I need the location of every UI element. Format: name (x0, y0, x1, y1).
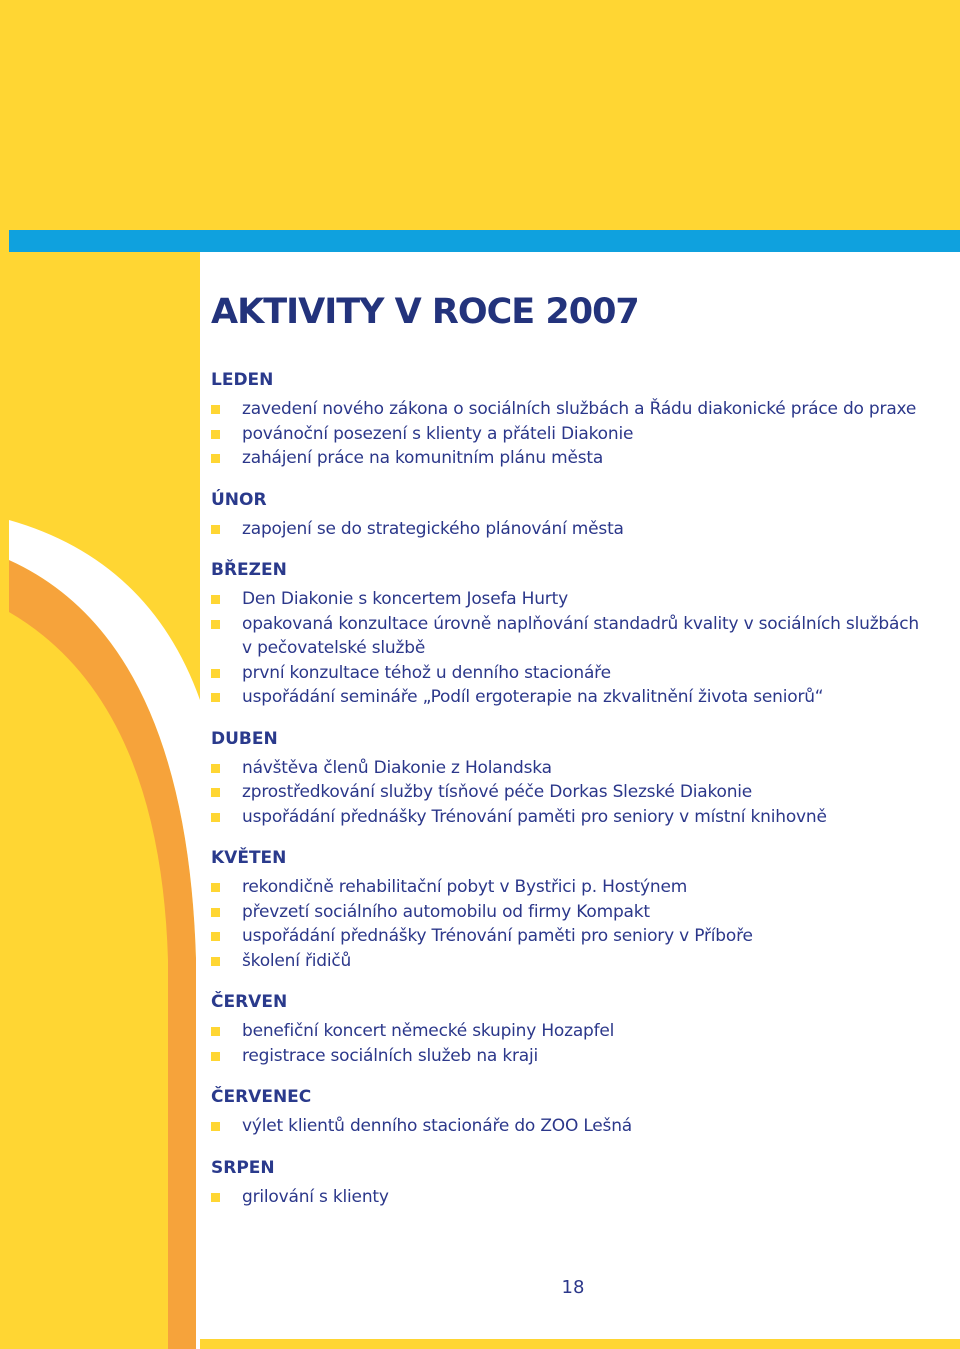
square-bullet-icon (211, 1027, 220, 1036)
square-bullet-icon (211, 1122, 220, 1131)
activity-item (211, 780, 931, 805)
activity-item (211, 612, 931, 661)
activity-text: rekondičně rehabilitační pobyt v Bystřici p. Hostýnem (242, 877, 688, 897)
month-heading: ČERVENEC (211, 1087, 312, 1107)
activity-item (211, 661, 931, 686)
activity-text: první konzultace téhož u denního stacionáře (242, 662, 611, 683)
square-bullet-icon (211, 1193, 220, 1202)
activity-list (211, 587, 931, 710)
month-heading: SRPEN (211, 1157, 275, 1178)
activity-text: zapojení se do strategického plánování města (242, 518, 624, 539)
activity-list (211, 397, 931, 471)
square-bullet-icon (211, 405, 220, 414)
activity-item (211, 756, 931, 781)
square-bullet-icon (211, 1052, 220, 1061)
activity-text: benefiční koncert německé skupiny Hozapfel (242, 1021, 615, 1041)
square-bullet-icon (211, 932, 220, 941)
square-bullet-icon (211, 788, 220, 797)
activity-text: uspořádání přednášky Trénování paměti pro seniory v místní knihovně (242, 806, 827, 827)
activity-item (211, 685, 931, 710)
activity-text: zahájení práce na komunitním plánu města (242, 448, 604, 468)
activity-item (211, 900, 931, 925)
activity-item (211, 517, 931, 542)
activity-list (211, 1114, 931, 1139)
activity-text: zavedení nového zákona o sociálních službách a Řádu diakonické práce do praxe (242, 399, 917, 419)
square-bullet-icon (211, 764, 220, 773)
activity-item (211, 397, 931, 422)
square-bullet-icon (211, 883, 220, 892)
square-bullet-icon (211, 595, 220, 604)
activity-text: uspořádání semináře „Podíl ergoterapie na zkvalitnění života seniorů“ (242, 687, 824, 707)
activity-text: výlet klientů denního stacionáře do ZOO Lešná (242, 1116, 633, 1136)
activity-item (211, 805, 931, 830)
activity-list (211, 1185, 931, 1210)
month-heading: DUBEN (211, 728, 278, 749)
activity-text: povánoční posezení s klienty a přáteli Diakonie (242, 423, 634, 444)
square-bullet-icon (211, 454, 220, 463)
square-bullet-icon (211, 430, 220, 439)
activity-item (211, 924, 931, 949)
document-content (211, 288, 931, 1227)
activity-text: převzetí sociálního automobilu od firmy Kompakt (242, 901, 650, 922)
activity-text: uspořádání přednášky Trénování paměti pro seniory v Příboře (242, 926, 753, 946)
square-bullet-icon (211, 813, 220, 822)
activity-item (211, 949, 931, 974)
activity-item (211, 1019, 931, 1044)
square-bullet-icon (211, 620, 220, 629)
page-title: AKTIVITY V ROCE 2007 (211, 292, 639, 332)
activity-item (211, 1044, 931, 1069)
month-heading: ČERVEN (211, 992, 288, 1012)
activity-text: opakovaná konzultace úrovně naplňování standadrů kvality v sociálních službách v pečovatelské službě (242, 613, 919, 658)
activity-text: školení řidičů (242, 950, 352, 971)
activity-item (211, 1114, 931, 1139)
activity-item (211, 587, 931, 612)
month-heading: BŘEZEN (211, 560, 287, 580)
activity-item (211, 875, 931, 900)
square-bullet-icon (211, 908, 220, 917)
month-heading: ÚNOR (211, 489, 267, 510)
square-bullet-icon (211, 957, 220, 966)
square-bullet-icon (211, 669, 220, 678)
activity-item (211, 446, 931, 471)
square-bullet-icon (211, 693, 220, 702)
activity-list (211, 756, 931, 830)
month-heading: LEDEN (211, 370, 274, 390)
activity-text: grilování s klienty (242, 1186, 389, 1207)
activity-text: registrace sociálních služeb na kraji (242, 1045, 539, 1066)
square-bullet-icon (211, 525, 220, 534)
month-heading: KVĚTEN (211, 848, 287, 868)
activity-text: zprostředkování služby tísňové péče Dorkas Slezské Diakonie (242, 782, 753, 802)
activity-item (211, 422, 931, 447)
activity-list (211, 1019, 931, 1068)
activity-text: Den Diakonie s koncertem Josefa Hurty (242, 589, 568, 609)
activity-list (211, 517, 931, 542)
page-number: 18 (561, 1277, 585, 1298)
months-list (211, 369, 931, 1209)
activity-text: návštěva členů Diakonie z Holandska (242, 757, 552, 778)
activity-item (211, 1185, 931, 1210)
activity-list (211, 875, 931, 973)
